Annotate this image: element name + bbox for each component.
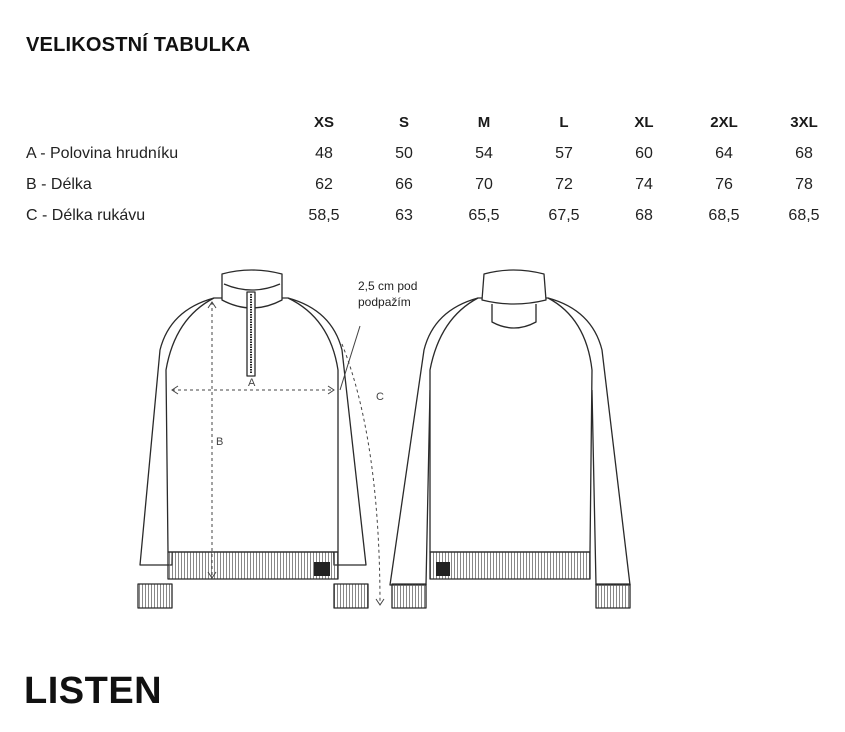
cell: 70 — [475, 175, 493, 193]
cell: 68,5 — [788, 206, 820, 224]
cell: 54 — [475, 144, 493, 162]
size-table — [26, 107, 844, 231]
cell: 48 — [315, 144, 333, 162]
back-collar — [482, 270, 546, 304]
cell: 58,5 — [308, 206, 340, 224]
size-header-row — [26, 107, 844, 138]
size-col-m: M — [477, 114, 491, 131]
size-col-3xl: 3XL — [790, 114, 818, 131]
cell: 57 — [555, 144, 573, 162]
row-label: C - Délka rukávu — [26, 206, 146, 224]
table-row-length — [26, 169, 844, 200]
back-right-cuff — [596, 584, 630, 608]
measure-a-label: A — [248, 377, 256, 389]
cell: 62 — [315, 175, 333, 193]
front-hem-rib — [168, 552, 338, 579]
back-hem-tag — [436, 562, 450, 576]
table-row-sleeve — [26, 200, 844, 231]
cell: 65,5 — [468, 206, 500, 224]
size-col-xs: XS — [313, 114, 334, 131]
cell: 68,5 — [708, 206, 740, 224]
row-label: B - Délka — [26, 175, 92, 193]
measurement-note — [358, 278, 438, 310]
cell: 60 — [635, 144, 653, 162]
corner-cell — [26, 107, 284, 138]
note-line-1: 2,5 cm pod — [358, 279, 418, 293]
measure-b-label: B — [216, 436, 224, 448]
brand-logo: LISTEN — [24, 670, 163, 712]
cell: 74 — [635, 175, 653, 193]
back-sweatshirt — [390, 270, 630, 608]
size-col-xl: XL — [634, 114, 654, 131]
cell: 76 — [715, 175, 733, 193]
cell: 63 — [395, 206, 413, 224]
measure-c-label: C — [376, 391, 384, 403]
back-left-cuff — [392, 584, 426, 608]
cell: 66 — [395, 175, 413, 193]
size-col-l: L — [559, 114, 569, 131]
cell: 68 — [795, 144, 813, 162]
cell: 64 — [715, 144, 733, 162]
front-left-cuff — [138, 584, 172, 608]
note-line-2: podpažím — [358, 295, 411, 309]
garment-diagram — [0, 260, 845, 620]
table-row-chest — [26, 138, 844, 169]
back-hem-rib — [430, 552, 590, 579]
size-col-2xl: 2XL — [710, 114, 738, 131]
front-right-cuff — [334, 584, 368, 608]
cell: 72 — [555, 175, 573, 193]
size-col-s: S — [398, 114, 409, 131]
page-title: VELIKOSTNÍ TABULKA — [26, 34, 251, 56]
row-label: A - Polovina hrudníku — [26, 144, 179, 162]
cell: 50 — [395, 144, 413, 162]
cell: 68 — [635, 206, 653, 224]
front-hem-tag — [314, 562, 330, 576]
back-body — [430, 298, 592, 552]
cell: 67,5 — [548, 206, 580, 224]
cell: 78 — [795, 175, 813, 193]
front-sweatshirt — [138, 270, 368, 608]
